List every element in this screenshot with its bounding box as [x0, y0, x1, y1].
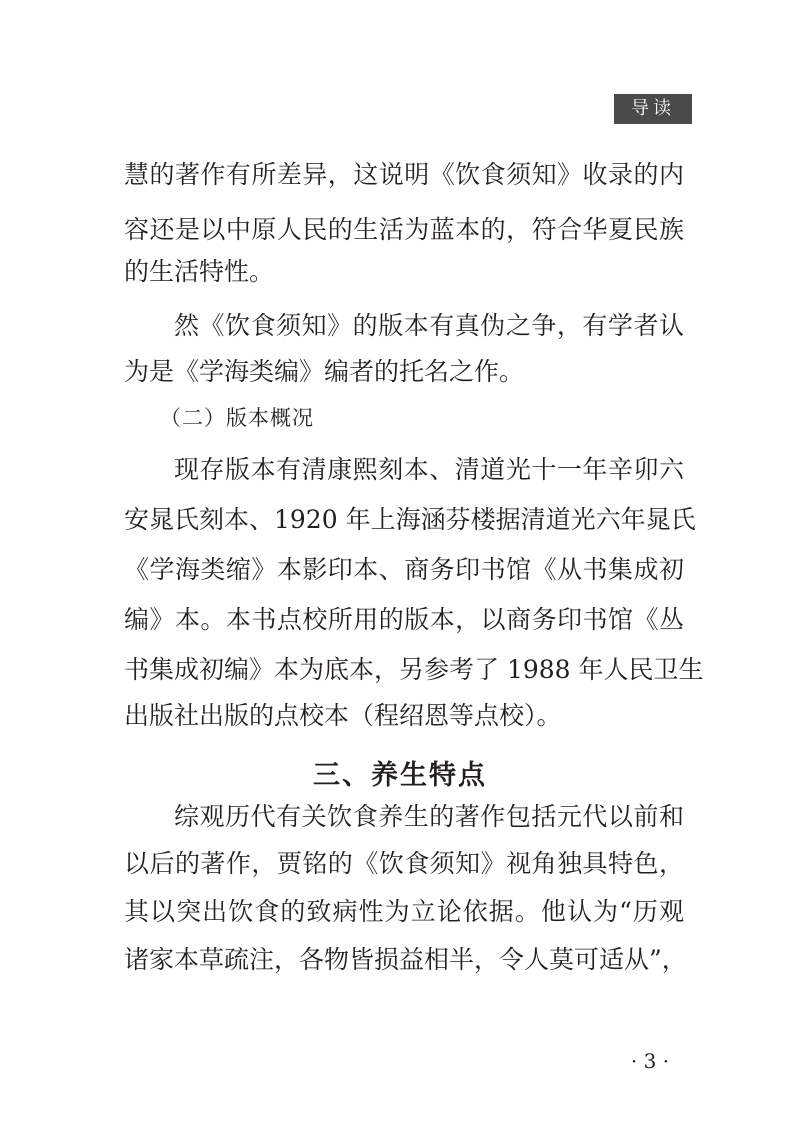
page-number: · 3 ·: [630, 1049, 670, 1073]
subsection-heading: （二）版本概况: [160, 406, 314, 430]
text-line: 慧的著作有所差异，这说明《饮食须知》收录的内: [124, 160, 684, 189]
text-line: 出版社出版的点校本（程绍恩等点校）。: [124, 701, 562, 730]
text-line: 现存版本有清康熙刻本、清道光十一年辛卯六: [174, 455, 684, 484]
section-title: 三、养生特点: [313, 760, 487, 791]
text-line: 编》本。本书点校所用的版本，以商务印书馆《丛: [124, 605, 684, 634]
text-line: 其以突出饮食的致病性为立论依据。他认为“历观: [124, 897, 684, 926]
text-line: 书集成初编》本为底本，另参考了 1988 年人民卫生: [124, 655, 704, 684]
text-line: 《学海类缩》本影印本、商务印书馆《从书集成初: [124, 555, 684, 584]
text-line: 以后的著作，贾铭的《饮食须知》视角独具特色，: [124, 849, 684, 878]
text-line: 容还是以中原人民的生活为蓝本的，符合华夏民族: [124, 215, 684, 244]
text-line: 综观历代有关饮食养生的著作包括元代以前和: [174, 802, 684, 831]
text-line: 诸家本草疏注，各物皆损益相半，令人莫可适从”，: [124, 945, 687, 974]
text-line: 安晁氏刻本、1920 年上海涵芬楼据清道光六年晁氏: [124, 505, 696, 534]
text-line: 为是《学海类编》编者的托名之作。: [124, 357, 525, 386]
text-line: 然《饮食须知》的版本有真伪之争，有学者认: [174, 311, 684, 340]
text-line: 的生活特性。: [124, 257, 275, 286]
chapter-tag: 导读: [614, 94, 692, 124]
